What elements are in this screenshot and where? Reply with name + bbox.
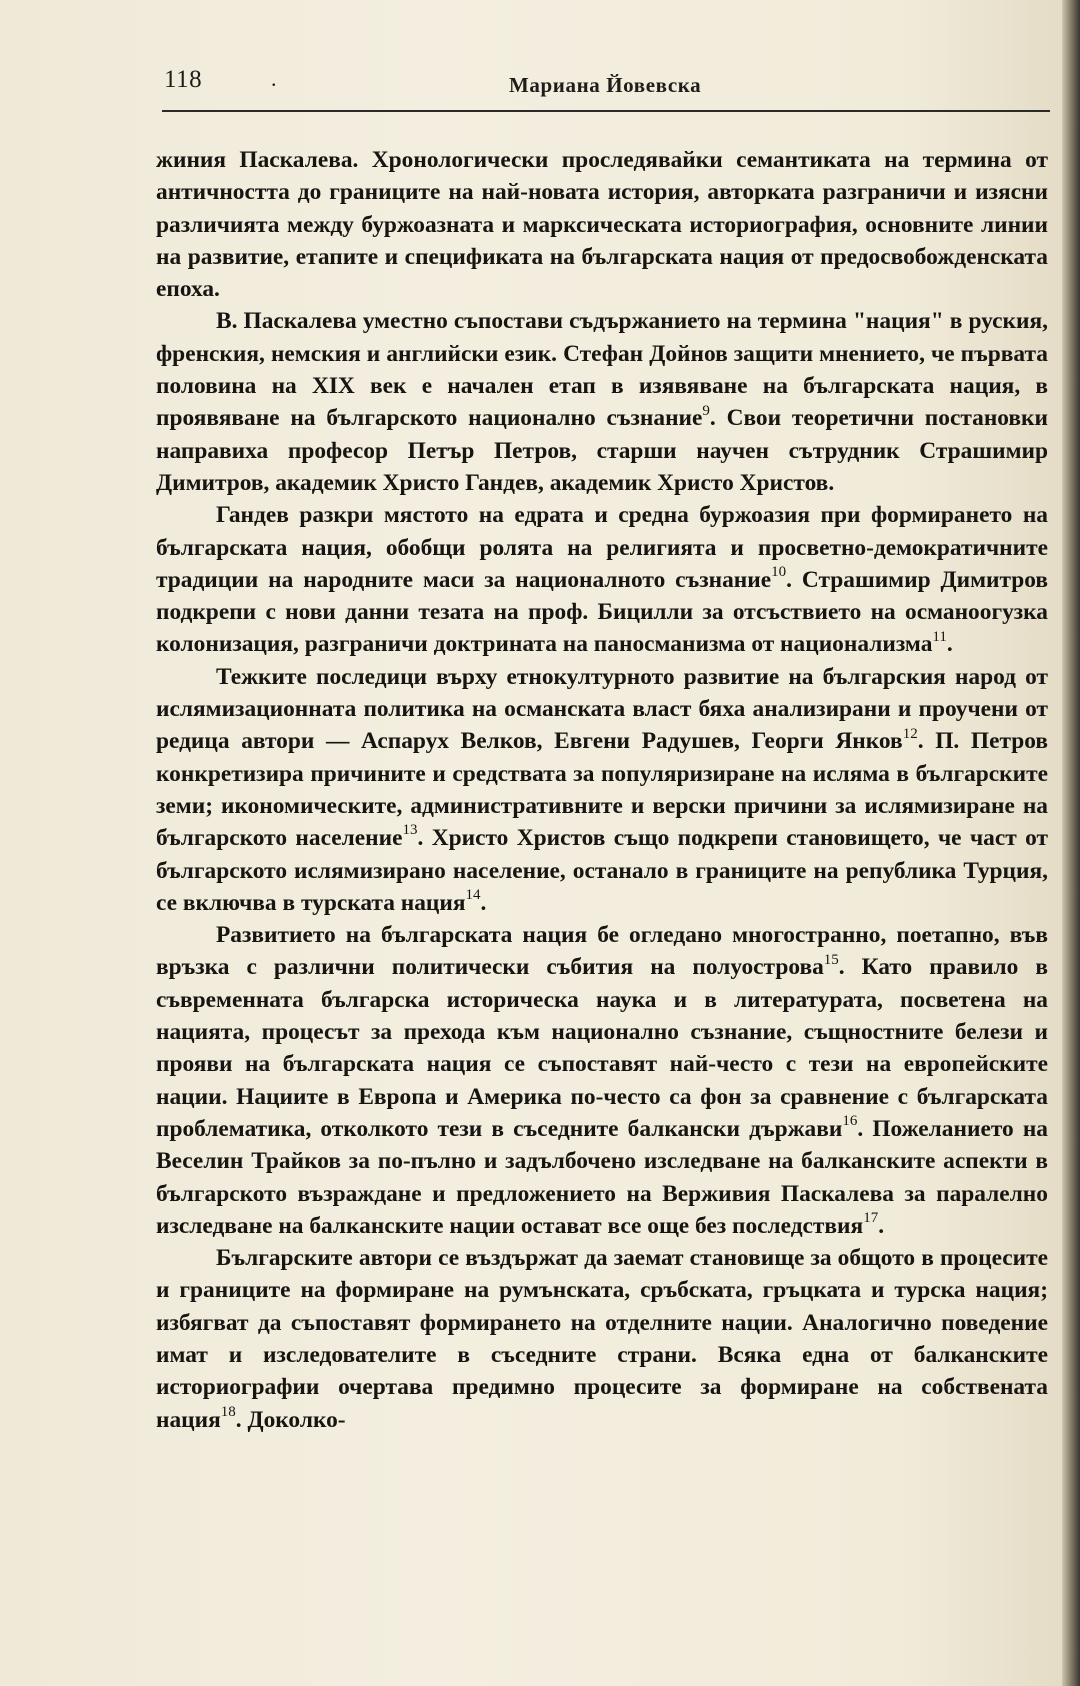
paragraph — [156, 305, 1048, 499]
text-run: Тежките последици върху етнокултурното развитие на българския народ от ислямизационната политика на османската власт бяха анализирани и проучени от редица автори — Аспарух Велков, Евгени Радушев, Георги Янков — [156, 663, 1048, 755]
paragraph — [156, 661, 1048, 919]
text-run: . Пожеланието на Веселин Трайков за по-пълно и задълбочено изследване на балканските аспекти в българското възраждане и предложението на Верживия Паскалева за паралелно изследване на балканските нации остават все още без последствия — [156, 1115, 1048, 1239]
running-title: Мариана Йовевска — [509, 73, 702, 97]
footnote-marker: 9 — [702, 402, 710, 419]
text-run: Гандев разкри мястото на едрата и средна буржоазия при формирането на българската нация, обобщи ролята на религията и просветно-демократичните традиции на народните маси за националното съзнание — [156, 502, 1048, 593]
paragraph — [156, 499, 1048, 660]
footnote-marker: 15 — [823, 951, 839, 968]
body-text — [156, 144, 1048, 1436]
paragraph — [156, 919, 1048, 1242]
footnote-marker: 14 — [465, 887, 481, 904]
text-run: Развитието на българската нация бе огледано многостранно, поетапно, във връзка с различни политически събития на полуострова — [156, 922, 1048, 981]
footnote-marker: 12 — [902, 725, 918, 742]
text-run: . П. Петров конкретизира причините и средствата за популяризиране на исляма в българските земи; икономическите, административните и верски причини за ислямизиране на българското население — [156, 728, 1048, 852]
footnote-marker: 11 — [932, 628, 947, 645]
footnote-marker: 16 — [842, 1113, 858, 1130]
text-run: . — [878, 1212, 885, 1239]
text-run: . Страшимир Димитров подкрепи с нови данни тезата на проф. Бицилли за отсъствието на османоогузка колонизация, разграничи доктрината на паносманизма от национализма — [156, 566, 1049, 658]
text-run: . Свои теоретични постановки направиха професор Петър Петров, старши научен сътрудник Страшимир Димитров, академик Христо Гандев, академик Христо Христов. — [156, 405, 1048, 496]
text-run: Българските автори се въздържат да заемат становище за общото в процесите и границите на формиране на румънската, сръбската, гръцката и турска нация; избягват да съпоставят формирането на отделните нации. Аналогично поведение имат и изследователите в съседните страни. Всяка една от балканските историографии очертава предимно процесите за формиране на собствената нация — [156, 1245, 1048, 1433]
text-run: В. Паскалева уместно съпостави съдържанието на термина "нация" в руския, френския, немския и английски език. Стефан Дойнов защити мнението, че първата половина на XIX век е начален етап в изявяване на българската нация, в проявяване на българското национално съзнание — [156, 308, 1048, 432]
header-dot: . — [271, 66, 277, 91]
footnote-marker: 18 — [220, 1403, 236, 1420]
footnote-marker: 17 — [863, 1210, 879, 1226]
text-run: . Доколко- — [235, 1406, 346, 1433]
text-run: жиния Паскалева. Хронологически проследявайки семантиката на термина от античността до границите на най-новата история, авторката разграничи и изясни различията между буржоазната и марксическата историография, основните линии на развитие, етапите и спецификата на българската нация от предосвобожденската епоха. — [156, 147, 1048, 303]
footnote-marker: 13 — [402, 822, 418, 839]
footnote-marker: 10 — [771, 564, 787, 581]
page-number: 118 — [164, 66, 203, 93]
scan-edge — [1062, 0, 1080, 1686]
paragraph — [156, 1242, 1048, 1436]
text-run: . — [480, 889, 487, 916]
text-run: . Христо Христов също подкрепи становището, че част от българското ислямизирано население, останало в границите на република Турция, се включва в турската нация — [156, 825, 1048, 916]
text-run: . — [946, 631, 953, 658]
page-header — [162, 66, 1050, 112]
text-run: . Като правило в съвременната българска историческа наука и в литературата, посветена на нацията, процесът за прехода към национално съзнание, същностните белези и прояви на българската нация се съпоставят най-често с тези на европейските нации. Нациите в Европа и Америка по-често са фон за сравнение с българската проблематика, отколкото тези в съседните балкански държави — [156, 954, 1049, 1142]
paragraph — [156, 144, 1048, 305]
